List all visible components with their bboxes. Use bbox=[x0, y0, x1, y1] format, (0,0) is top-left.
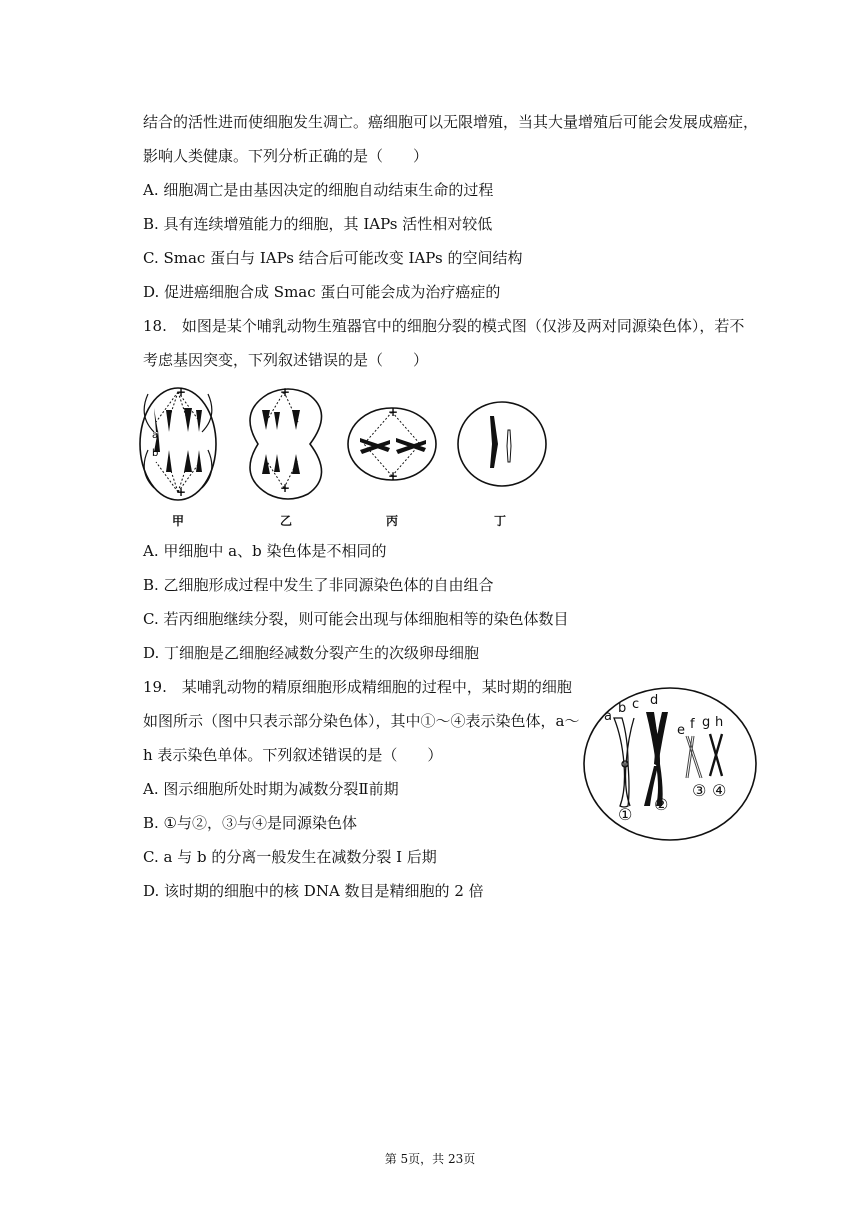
q18-option-c: C. 若丙细胞继续分裂，则可能会出现与体细胞相等的染色体数目 bbox=[143, 610, 569, 628]
figure-label-bing: 丙 bbox=[386, 514, 399, 528]
figure-label-jia: 甲 bbox=[172, 514, 185, 528]
q18-option-b: B. 乙细胞形成过程中发生了非同源染色体的自由组合 bbox=[143, 576, 494, 594]
svg-text:+: + bbox=[388, 405, 399, 419]
q17-option-a: A. 细胞凋亡是由基因决定的细胞自动结束生命的过程 bbox=[143, 181, 494, 199]
q18-option-d: D. 丁细胞是乙细胞经减数分裂产生的次级卵母细胞 bbox=[143, 644, 480, 662]
cell-yi bbox=[250, 385, 322, 499]
chromatid-label-d: d bbox=[650, 693, 659, 708]
q19-option-d: D. 该时期的细胞中的核 DNA 数目是精细胞的 2 倍 bbox=[143, 882, 484, 900]
chromosome-label-4: ④ bbox=[712, 781, 727, 800]
chromatid-label-b: b bbox=[152, 448, 159, 459]
svg-text:+: + bbox=[176, 385, 187, 399]
svg-text:+: + bbox=[388, 469, 399, 483]
figure-label-yi: 乙 bbox=[280, 514, 293, 528]
chromosome-label-2: ② bbox=[654, 795, 669, 814]
q18-option-a: A. 甲细胞中 a、b 染色体是不相同的 bbox=[143, 542, 387, 560]
q17-option-c: C. Smac 蛋白与 IAPs 结合后可能改变 IAPs 的空间结构 bbox=[143, 249, 523, 267]
q17-option-d: D. 促进癌细胞合成 Smac 蛋白可能会成为治疗癌症的 bbox=[143, 283, 501, 301]
q17-stem-line-2: 影响人类健康。下列分析正确的是（ ） bbox=[143, 147, 429, 165]
svg-text:+: + bbox=[280, 481, 291, 495]
cell-bing bbox=[348, 405, 436, 483]
chromatid-label-a: a bbox=[152, 430, 159, 441]
chromatid-label-h: h bbox=[715, 715, 724, 730]
q18-stem-line-2: 考虑基因突变，下列叙述错误的是（ ） bbox=[143, 351, 429, 369]
q17-option-b: B. 具有连续增殖能力的细胞，其 IAPs 活性相对较低 bbox=[143, 215, 493, 233]
chromosome-label-3: ③ bbox=[692, 781, 707, 800]
svg-text:+: + bbox=[176, 485, 187, 499]
cell-ding bbox=[458, 402, 546, 486]
figure-label-ding: 丁 bbox=[494, 514, 507, 528]
q19-stem-line-2: 如图所示（图中只表示部分染色体），其中①～④表示染色体，a～ bbox=[143, 712, 580, 730]
q19-stem-line-1: 19. 某哺乳动物的精原细胞形成精细胞的过程中，某时期的细胞 bbox=[143, 678, 572, 696]
chromosome-label-1: ① bbox=[618, 805, 633, 824]
q18-stem-line-1: 18. 如图是某个哺乳动物生殖器官中的细胞分裂的模式图（仅涉及两对同源染色体），若不 bbox=[143, 317, 745, 335]
chromatid-label-e: e bbox=[677, 723, 685, 738]
q19-option-a: A. 图示细胞所处时期为减数分裂Ⅱ前期 bbox=[143, 780, 399, 798]
q17-stem-line-1: 结合的活性进而使细胞发生凋亡。癌细胞可以无限增殖，当其大量增殖后可能会发展成癌症， bbox=[143, 113, 759, 131]
chromatid-label-b: b bbox=[618, 701, 627, 716]
svg-text:+: + bbox=[280, 385, 291, 399]
q19-stem-line-3: h 表示染色单体。下列叙述错误的是（ ） bbox=[143, 746, 443, 764]
page-footer: 第 5页，共 23页 bbox=[384, 1152, 476, 1166]
chromosome-figure bbox=[582, 686, 758, 842]
q19-option-b: B. ①与②，③与④是同源染色体 bbox=[143, 814, 358, 832]
q19-option-c: C. a 与 b 的分离一般发生在减数分裂 I 后期 bbox=[143, 848, 437, 866]
chromatid-label-a: a bbox=[604, 709, 612, 724]
chromatid-label-c: c bbox=[632, 697, 640, 712]
chromatid-label-g: g bbox=[702, 715, 711, 730]
chromatid-label-f: f bbox=[690, 717, 695, 732]
cell-jia bbox=[140, 385, 216, 500]
